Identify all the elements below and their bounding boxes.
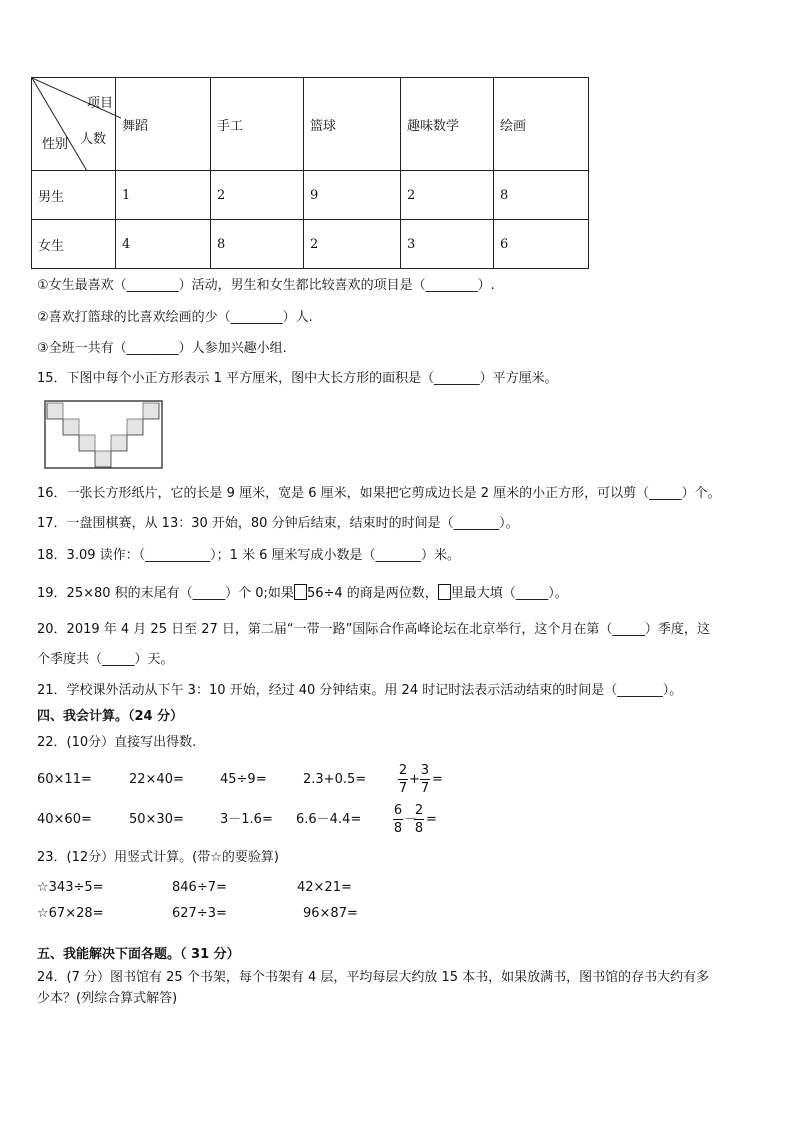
fraction bbox=[393, 803, 403, 836]
q21-text: 21．学校课外活动从下午 3：10 开始，经过 40 分钟结束。用 24 时记时法表示活动结束的时间是（_______）。 bbox=[37, 683, 683, 698]
q19-part3: 里最大填（_____）。 bbox=[450, 586, 568, 601]
area-figure bbox=[44, 400, 164, 470]
table-row bbox=[32, 171, 589, 220]
q14-sub3: ③全班一共有（________）人参加兴趣小组. bbox=[37, 341, 287, 356]
column-header: 舞蹈 bbox=[116, 78, 211, 171]
table-cell: 2 bbox=[304, 220, 401, 269]
q23-item: 846÷7= bbox=[172, 880, 227, 895]
q19-part1: 19．25×80 积的末尾有（_____）个 0;如果 bbox=[37, 586, 294, 601]
q20-line2: 个季度共（_____）天。 bbox=[37, 652, 174, 667]
column-header: 绘画 bbox=[494, 78, 589, 171]
q22-item: 60×11= bbox=[37, 772, 92, 787]
fraction-bar bbox=[414, 819, 424, 820]
table-cell: 9 bbox=[304, 171, 401, 220]
q18-text: 18．3.09 读作：（__________）；1 米 6 厘米写成小数是（_______）米。 bbox=[37, 548, 461, 563]
corner-gender-label: 性别 bbox=[42, 137, 69, 152]
blank-box bbox=[438, 584, 451, 600]
operator: + bbox=[409, 772, 420, 787]
equals-sign: = bbox=[432, 772, 443, 787]
numerator: 2 bbox=[414, 803, 424, 818]
q22-item: 3－1.6= bbox=[220, 812, 273, 827]
table-cell: 6 bbox=[494, 220, 589, 269]
fraction-bar bbox=[398, 779, 408, 780]
table-header-corner bbox=[32, 78, 116, 171]
numerator: 6 bbox=[393, 803, 403, 818]
q24-line2: 少本？(列综合算式解答) bbox=[37, 991, 178, 1006]
row-label: 男生 bbox=[32, 171, 116, 220]
fraction bbox=[420, 763, 430, 796]
table-row bbox=[32, 220, 589, 269]
q22-item: 6.6－4.4= bbox=[296, 812, 362, 827]
table-cell: 1 bbox=[116, 171, 211, 220]
fraction-bar bbox=[393, 819, 403, 820]
table-cell: 3 bbox=[401, 220, 494, 269]
q24-line1: 24．(7 分）图书馆有 25 个书架，每个书架有 4 层，平均每层大约放 15 本书，如果放满书，图书馆的存书大约有多 bbox=[37, 970, 710, 985]
column-header: 手工 bbox=[211, 78, 304, 171]
q20-line1: 20．2019 年 4 月 25 日至 27 日，第二届“一带一路”国际合作高峰论坛在北京举行，这个月在第（_____）季度，这 bbox=[37, 622, 710, 637]
table-cell: 8 bbox=[211, 220, 304, 269]
table-cell: 4 bbox=[116, 220, 211, 269]
fraction bbox=[414, 803, 424, 836]
column-header: 趣味数学 bbox=[401, 78, 494, 171]
numerator: 2 bbox=[398, 763, 408, 778]
denominator: 8 bbox=[393, 821, 403, 836]
operator: － bbox=[404, 812, 418, 827]
q22-item: 2.3+0.5= bbox=[303, 772, 367, 787]
table-cell: 8 bbox=[494, 171, 589, 220]
q23-item: ☆343÷5= bbox=[37, 880, 104, 895]
q23-item: 96×87= bbox=[303, 906, 358, 921]
q15-text: 15．下图中每个小正方形表示 1 平方厘米，图中大长方形的面积是（_______）平方厘米。 bbox=[37, 371, 558, 386]
corner-count-label: 人数 bbox=[80, 132, 107, 147]
row-label: 女生 bbox=[32, 220, 116, 269]
section-5-heading: 五、我能解决下面各题。（ 31 分） bbox=[37, 947, 240, 962]
q23-item: 627÷3= bbox=[172, 906, 227, 921]
corner-item-label: 项目 bbox=[87, 96, 114, 111]
table-cell: 2 bbox=[401, 171, 494, 220]
q14-sub1: ①女生最喜欢（________）活动，男生和女生都比较喜欢的项目是（________）. bbox=[37, 278, 495, 293]
q14-sub2: ②喜欢打篮球的比喜欢绘画的少（________）人. bbox=[37, 310, 313, 325]
q22-item: 45÷9= bbox=[220, 772, 267, 787]
q22-item: 40×60= bbox=[37, 812, 92, 827]
fraction bbox=[398, 763, 408, 796]
q23-item: 42×21= bbox=[297, 880, 352, 895]
denominator: 8 bbox=[414, 821, 424, 836]
numerator: 3 bbox=[420, 763, 430, 778]
q22-item: 22×40= bbox=[129, 772, 184, 787]
fraction-bar bbox=[420, 779, 430, 780]
column-header: 篮球 bbox=[304, 78, 401, 171]
q23-item: ☆67×28= bbox=[37, 906, 104, 921]
q19-part2: 56÷4 的商是两位数， bbox=[306, 586, 438, 601]
q17-text: 17．一盘围棋赛，从 13：30 开始，80 分钟后结束，结束时的时间是（_______）。 bbox=[37, 516, 519, 531]
q23-title: 23．(12分）用竖式计算。(带☆的要验算) bbox=[37, 850, 279, 865]
denominator: 7 bbox=[398, 781, 408, 796]
q19-text bbox=[37, 584, 568, 602]
denominator: 7 bbox=[420, 781, 430, 796]
section-4-heading: 四、我会计算。（24 分） bbox=[37, 709, 184, 724]
q22-title: 22．(10分）直接写出得数. bbox=[37, 735, 197, 750]
survey-table bbox=[31, 77, 589, 269]
table-cell: 2 bbox=[211, 171, 304, 220]
equals-sign: = bbox=[426, 812, 437, 827]
q22-item: 50×30= bbox=[129, 812, 184, 827]
blank-box bbox=[294, 584, 307, 600]
q16-text: 16．一张长方形纸片，它的长是 9 厘米，宽是 6 厘米，如果把它剪成边长是 2 厘米的小正方形，可以剪（_____）个。 bbox=[37, 486, 721, 501]
